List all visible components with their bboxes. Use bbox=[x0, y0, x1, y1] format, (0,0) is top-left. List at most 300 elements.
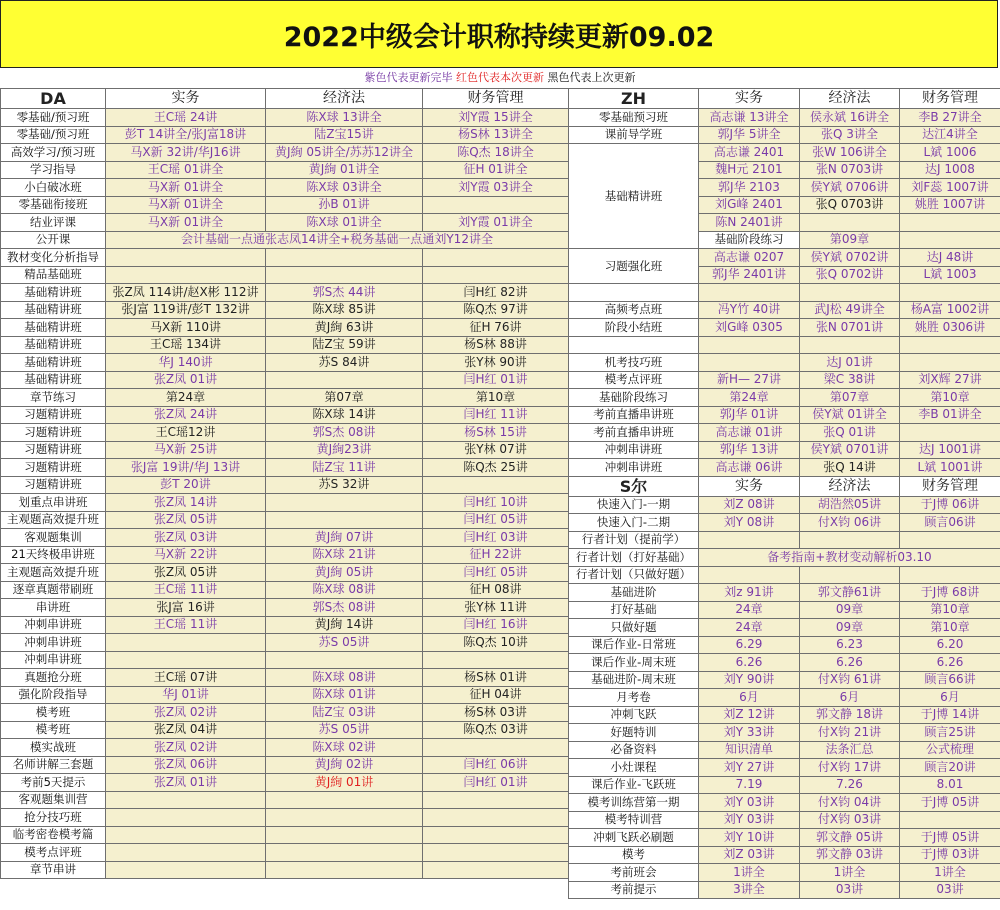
da-cell: 黄J絢 07讲 bbox=[266, 529, 423, 547]
zh-cell bbox=[900, 214, 1000, 232]
zh-cell: 张N 0701讲 bbox=[800, 319, 900, 337]
s-row-label: 好题特训 bbox=[569, 724, 699, 742]
zh-header-2: 经济法 bbox=[800, 89, 900, 109]
s-cell: 顾言66讲 bbox=[900, 671, 1000, 689]
da-row-merged-cell: 会计基础一点通张志凤14讲全+税务基础一点通刘Y12讲全 bbox=[106, 231, 569, 249]
table-row bbox=[569, 424, 1000, 442]
s-row-label: 冲刺飞跃 bbox=[569, 706, 699, 724]
da-cell bbox=[106, 651, 266, 669]
zh-row-label: 模考点评班 bbox=[569, 371, 699, 389]
zh-row-label: 考前直播串讲班 bbox=[569, 424, 699, 442]
da-cell: 陈X球 08讲 bbox=[266, 581, 423, 599]
table-row bbox=[1, 634, 569, 652]
da-cell: 第07章 bbox=[266, 389, 423, 407]
table-row bbox=[569, 619, 1000, 637]
zh-cell: 郭J华 13讲 bbox=[699, 441, 800, 459]
da-row-label: 教材变化分析指导 bbox=[1, 249, 106, 267]
table-row bbox=[1, 231, 569, 249]
da-cell: 杨S林 88讲 bbox=[423, 336, 569, 354]
s-cell: 付X钧 03讲 bbox=[800, 811, 900, 829]
table-row bbox=[1, 476, 569, 494]
zh-cell: 第09章 bbox=[800, 231, 900, 249]
table-row bbox=[1, 564, 569, 582]
s-cell: 6.23 bbox=[800, 636, 900, 654]
da-cell: 彭T 20讲 bbox=[106, 476, 266, 494]
da-cell: 张J富 119讲/彭T 132讲 bbox=[106, 301, 266, 319]
s-cell: 6.29 bbox=[699, 636, 800, 654]
table-row bbox=[1, 406, 569, 424]
da-cell: 征H 76讲 bbox=[423, 319, 569, 337]
da-cell: 第24章 bbox=[106, 389, 266, 407]
table-row bbox=[1, 774, 569, 792]
s-cell: 刘Y 33讲 bbox=[699, 724, 800, 742]
table-row bbox=[1, 494, 569, 512]
s-cell bbox=[900, 811, 1000, 829]
zh-cell: 郭J华 2401讲 bbox=[699, 266, 800, 284]
zh-cell: 侯Y斌 01讲全 bbox=[800, 406, 900, 424]
da-cell: 华J 140讲 bbox=[106, 354, 266, 372]
s-row-label: 课后作业-日常班 bbox=[569, 636, 699, 654]
table-row bbox=[1, 266, 569, 284]
da-cell bbox=[266, 826, 423, 844]
table-row bbox=[569, 406, 1000, 424]
table-header-row bbox=[569, 89, 1000, 109]
zh-cell: L斌 1001讲 bbox=[900, 459, 1000, 477]
da-cell: 孙B 01讲 bbox=[266, 196, 423, 214]
zh-row-label: 基础精讲班 bbox=[569, 144, 699, 249]
zh-row-label: 冲刺串讲班 bbox=[569, 459, 699, 477]
s-cell: 6月 bbox=[900, 689, 1000, 707]
zh-cell: 高志谦 06讲 bbox=[699, 459, 800, 477]
s-cell: 09章 bbox=[800, 601, 900, 619]
table-row bbox=[1, 669, 569, 687]
da-cell: 陆Z宝 59讲 bbox=[266, 336, 423, 354]
da-cell bbox=[423, 196, 569, 214]
table-row bbox=[569, 794, 1000, 812]
zh-cell: 冯Y竹 40讲 bbox=[699, 301, 800, 319]
da-cell: 征H 01讲全 bbox=[423, 161, 569, 179]
da-cell: 刘Y霞 15讲全 bbox=[423, 109, 569, 127]
table-row bbox=[1, 109, 569, 127]
da-row-label: 冲刺串讲班 bbox=[1, 651, 106, 669]
table-header-row bbox=[569, 476, 1000, 496]
da-cell bbox=[423, 809, 569, 827]
da-cell bbox=[106, 249, 266, 267]
table-row bbox=[1, 336, 569, 354]
da-cell: 陆Z宝 03讲 bbox=[266, 704, 423, 722]
table-row bbox=[1, 704, 569, 722]
da-row-label: 公开课 bbox=[1, 231, 106, 249]
da-row-label: 冲刺串讲班 bbox=[1, 634, 106, 652]
table-row bbox=[1, 809, 569, 827]
zh-cell: 侯Y斌 0706讲 bbox=[800, 179, 900, 197]
da-cell: 黄J絢 01讲全 bbox=[266, 161, 423, 179]
zh-cell: 高志谦 01讲 bbox=[699, 424, 800, 442]
da-cell: 杨S林 15讲 bbox=[423, 424, 569, 442]
zh-cell: 张Q 3讲全 bbox=[800, 126, 900, 144]
da-cell: 陈X球 13讲全 bbox=[266, 109, 423, 127]
s-header-2: 经济法 bbox=[800, 476, 900, 496]
table-row bbox=[1, 756, 569, 774]
da-cell: 陈X球 14讲 bbox=[266, 406, 423, 424]
zh-cell: 第07章 bbox=[800, 389, 900, 407]
table-row bbox=[1, 616, 569, 634]
s-cell: 刘Y 27讲 bbox=[699, 759, 800, 777]
da-row-label: 模考班 bbox=[1, 704, 106, 722]
s-row-label: 课后作业-飞跃班 bbox=[569, 776, 699, 794]
da-cell bbox=[423, 826, 569, 844]
da-row-label: 章节练习 bbox=[1, 389, 106, 407]
da-cell bbox=[266, 791, 423, 809]
s-cell: 第10章 bbox=[900, 601, 1000, 619]
da-row-label: 名师讲解三套题 bbox=[1, 756, 106, 774]
zh-cell: 张Q 0703讲 bbox=[800, 196, 900, 214]
da-cell: 陈X球 02讲 bbox=[266, 739, 423, 757]
da-row-label: 基础精讲班 bbox=[1, 371, 106, 389]
da-cell: 陈X球 01讲 bbox=[266, 686, 423, 704]
zh-cell bbox=[800, 214, 900, 232]
da-cell: 张J富 16讲 bbox=[106, 599, 266, 617]
da-row-label: 习题精讲班 bbox=[1, 406, 106, 424]
s-cell: 法条汇总 bbox=[800, 741, 900, 759]
da-row-label: 21天终极串讲班 bbox=[1, 546, 106, 564]
da-row-label: 高效学习/预习班 bbox=[1, 144, 106, 162]
zh-cell: 刘F蕊 1007讲 bbox=[900, 179, 1000, 197]
s-cell: 6月 bbox=[800, 689, 900, 707]
da-cell: 陆Z宝 11讲 bbox=[266, 459, 423, 477]
zh-cell: 李B 27讲全 bbox=[900, 109, 1000, 127]
da-row-label: 基础精讲班 bbox=[1, 301, 106, 319]
zh-cell: 姚胜 1007讲 bbox=[900, 196, 1000, 214]
s-cell: 于J博 06讲 bbox=[900, 496, 1000, 514]
s-cell: 于J博 05讲 bbox=[900, 829, 1000, 847]
s-cell: 7.19 bbox=[699, 776, 800, 794]
da-cell: 黄J絢 05讲全/苏苏12讲全 bbox=[266, 144, 423, 162]
da-cell: 陈Q杰 10讲 bbox=[423, 634, 569, 652]
table-row bbox=[1, 599, 569, 617]
s-row-label: 月考卷 bbox=[569, 689, 699, 707]
s-row-label: 快速入门-一期 bbox=[569, 496, 699, 514]
da-cell: 闫H红 06讲 bbox=[423, 756, 569, 774]
zh-cell bbox=[699, 336, 800, 354]
da-row-label: 基础精讲班 bbox=[1, 284, 106, 302]
s-cell: 知识清单 bbox=[699, 741, 800, 759]
zh-cell: 达J 1008 bbox=[900, 161, 1000, 179]
s-cell: 付X钧 04讲 bbox=[800, 794, 900, 812]
zh-cell bbox=[800, 284, 900, 302]
da-cell bbox=[106, 809, 266, 827]
s-cell: 1讲全 bbox=[699, 864, 800, 882]
da-cell: 陈X球 01讲全 bbox=[266, 214, 423, 232]
da-cell bbox=[423, 476, 569, 494]
da-cell: 张Z凤 05讲 bbox=[106, 511, 266, 529]
da-cell bbox=[106, 861, 266, 879]
zh-header-1: 实务 bbox=[699, 89, 800, 109]
s-cell: 于J博 03讲 bbox=[900, 846, 1000, 864]
da-cell: 黄J絢 01讲 bbox=[266, 774, 423, 792]
table-row bbox=[569, 441, 1000, 459]
s-cell: 刘Y 08讲 bbox=[699, 514, 800, 532]
s-row-label: 基础进阶 bbox=[569, 584, 699, 602]
s-row-label: 考前班会 bbox=[569, 864, 699, 882]
s-row-label: 冲刺飞跃必刷题 bbox=[569, 829, 699, 847]
da-cell: 张Z凤 114讲/赵X彬 112讲 bbox=[106, 284, 266, 302]
s-cell: 03讲 bbox=[900, 881, 1000, 899]
da-cell: 王C瑶 11讲 bbox=[106, 616, 266, 634]
da-cell: 张Z凤 04讲 bbox=[106, 721, 266, 739]
da-row-label: 基础精讲班 bbox=[1, 336, 106, 354]
table-row bbox=[1, 249, 569, 267]
da-row-label: 主观题高效提升班 bbox=[1, 564, 106, 582]
s-cell: 1讲全 bbox=[900, 864, 1000, 882]
table-row bbox=[569, 301, 1000, 319]
da-cell: 苏S 32讲 bbox=[266, 476, 423, 494]
table-row bbox=[569, 741, 1000, 759]
da-cell: 黄J絢 14讲 bbox=[266, 616, 423, 634]
zh-row-label bbox=[569, 284, 699, 302]
zh-row-label: 机考技巧班 bbox=[569, 354, 699, 372]
zh-cell: L斌 1003 bbox=[900, 266, 1000, 284]
da-row-label: 小白破冰班 bbox=[1, 179, 106, 197]
zh-cell: 姚胜 0306讲 bbox=[900, 319, 1000, 337]
da-cell bbox=[423, 844, 569, 862]
da-cell bbox=[266, 511, 423, 529]
da-cell: 陈Q杰 03讲 bbox=[423, 721, 569, 739]
s-cell: 刘Z 12讲 bbox=[699, 706, 800, 724]
da-cell: 陈X球 21讲 bbox=[266, 546, 423, 564]
zh-row-label bbox=[569, 336, 699, 354]
da-header-2: 经济法 bbox=[266, 89, 423, 109]
da-cell: 陈X球 08讲 bbox=[266, 669, 423, 687]
table-row bbox=[1, 319, 569, 337]
da-cell bbox=[106, 791, 266, 809]
s-cell: 第10章 bbox=[900, 619, 1000, 637]
zh-cell: 魏H元 2101 bbox=[699, 161, 800, 179]
table-row bbox=[569, 846, 1000, 864]
s-row-label: 模考训练营第一期 bbox=[569, 794, 699, 812]
table-row bbox=[1, 459, 569, 477]
da-row-label: 精品基础班 bbox=[1, 266, 106, 284]
da-row-label: 强化阶段指导 bbox=[1, 686, 106, 704]
da-row-label: 抢分技巧班 bbox=[1, 809, 106, 827]
da-cell: 杨S林 13讲全 bbox=[423, 126, 569, 144]
da-cell: 郭S杰 08讲 bbox=[266, 599, 423, 617]
da-cell: 黄J絢 02讲 bbox=[266, 756, 423, 774]
s-cell: 24章 bbox=[699, 619, 800, 637]
da-cell bbox=[106, 844, 266, 862]
da-cell bbox=[106, 826, 266, 844]
table-row bbox=[569, 724, 1000, 742]
da-cell: 闫H红 10讲 bbox=[423, 494, 569, 512]
zh-cell: 张W 106讲全 bbox=[800, 144, 900, 162]
zh-cell: 新H— 27讲 bbox=[699, 371, 800, 389]
zh-cell: 达J 1001讲 bbox=[900, 441, 1000, 459]
table-row bbox=[569, 109, 1000, 127]
da-cell: 郭S杰 44讲 bbox=[266, 284, 423, 302]
table-row bbox=[569, 829, 1000, 847]
s-cell: 于J博 68讲 bbox=[900, 584, 1000, 602]
da-cell: 张Z凤 06讲 bbox=[106, 756, 266, 774]
s-cell bbox=[900, 531, 1000, 549]
s-header-3: 财务管理 bbox=[900, 476, 1000, 496]
zh-cell: 郭J华 01讲 bbox=[699, 406, 800, 424]
da-cell bbox=[423, 861, 569, 879]
table-row bbox=[569, 284, 1000, 302]
sheet-title: 2022中级会计职称持续更新09.02 bbox=[0, 0, 998, 68]
table-row bbox=[569, 689, 1000, 707]
table-row bbox=[569, 319, 1000, 337]
zh-cell: 梁C 38讲 bbox=[800, 371, 900, 389]
table-row bbox=[1, 354, 569, 372]
da-cell: 张Z凤 02讲 bbox=[106, 704, 266, 722]
zh-row-label: 冲刺串讲班 bbox=[569, 441, 699, 459]
legend-black: 黑色代表上次更新 bbox=[547, 71, 636, 84]
table-row bbox=[1, 686, 569, 704]
zh-cell bbox=[699, 354, 800, 372]
s-cell: 7.26 bbox=[800, 776, 900, 794]
s-cell: 3讲全 bbox=[699, 881, 800, 899]
s-row-merged-cell: 备考指南+教材变动解析03.10 bbox=[699, 549, 1000, 567]
s-cell: 6.26 bbox=[800, 654, 900, 672]
table-row bbox=[569, 249, 1000, 267]
s-cell: 顾言20讲 bbox=[900, 759, 1000, 777]
table-row bbox=[1, 371, 569, 389]
zh-cell: 刘G峰 0305 bbox=[699, 319, 800, 337]
zh-cell: 侯Y斌 0701讲 bbox=[800, 441, 900, 459]
s-cell: 刘Z 03讲 bbox=[699, 846, 800, 864]
table-row bbox=[1, 214, 569, 232]
zh-row-label: 基础阶段练习 bbox=[569, 389, 699, 407]
s-row-label: 小灶课程 bbox=[569, 759, 699, 777]
s-row-label: 行者计划（只做好题） bbox=[569, 566, 699, 584]
zh-cell bbox=[900, 284, 1000, 302]
zh-cell: 高志谦 2401 bbox=[699, 144, 800, 162]
da-cell bbox=[266, 809, 423, 827]
da-cell: 陈X球 03讲全 bbox=[266, 179, 423, 197]
da-row-label: 临考密卷模考篇 bbox=[1, 826, 106, 844]
da-row-label: 章节串讲 bbox=[1, 861, 106, 879]
s-cell: 顾言06讲 bbox=[900, 514, 1000, 532]
da-cell: 马X新 01讲全 bbox=[106, 214, 266, 232]
table-row bbox=[569, 584, 1000, 602]
da-cell: 闫H红 01讲 bbox=[423, 371, 569, 389]
zh-row-label: 阶段小结班 bbox=[569, 319, 699, 337]
s-cell: 刘Y 03讲 bbox=[699, 811, 800, 829]
table-row bbox=[1, 739, 569, 757]
da-cell: 张Z凤 03讲 bbox=[106, 529, 266, 547]
s-cell: 于J博 05讲 bbox=[900, 794, 1000, 812]
s-cell bbox=[699, 566, 800, 584]
da-cell: 马X新 110讲 bbox=[106, 319, 266, 337]
da-row-label: 划重点串讲班 bbox=[1, 494, 106, 512]
table-row bbox=[569, 566, 1000, 584]
da-cell bbox=[266, 266, 423, 284]
s-cell: 顾言25讲 bbox=[900, 724, 1000, 742]
zh-row-label: 课前导学班 bbox=[569, 126, 699, 144]
da-cell: 闫H红 05讲 bbox=[423, 564, 569, 582]
zh-row-label: 考前直播串讲班 bbox=[569, 406, 699, 424]
da-row-label: 客观题集训 bbox=[1, 529, 106, 547]
da-course-table bbox=[0, 88, 569, 879]
table-row bbox=[1, 126, 569, 144]
da-cell: 彭T 14讲全/张J富18讲 bbox=[106, 126, 266, 144]
s-cell: 刘z 91讲 bbox=[699, 584, 800, 602]
table-row bbox=[569, 496, 1000, 514]
zh-cell: L斌 1006 bbox=[900, 144, 1000, 162]
da-cell: 王C瑶 01讲全 bbox=[106, 161, 266, 179]
da-cell: 闫H红 01讲 bbox=[423, 774, 569, 792]
da-cell bbox=[423, 739, 569, 757]
table-row bbox=[569, 144, 1000, 162]
da-cell: 张J富 19讲/华J 13讲 bbox=[106, 459, 266, 477]
table-row bbox=[569, 759, 1000, 777]
zh-cell: 刘X辉 27讲 bbox=[900, 371, 1000, 389]
da-cell: 闫H红 82讲 bbox=[423, 284, 569, 302]
s-cell: 1讲全 bbox=[800, 864, 900, 882]
da-row-label: 习题精讲班 bbox=[1, 424, 106, 442]
da-cell: 征H 22讲 bbox=[423, 546, 569, 564]
da-cell: 马X新 01讲全 bbox=[106, 196, 266, 214]
s-cell: 郭文静 05讲 bbox=[800, 829, 900, 847]
zh-cell bbox=[900, 424, 1000, 442]
s-row-label: 课后作业-周末班 bbox=[569, 654, 699, 672]
color-legend bbox=[0, 68, 1000, 88]
zh-cell: 第10章 bbox=[900, 389, 1000, 407]
table-row bbox=[1, 651, 569, 669]
da-row-label: 模考点评班 bbox=[1, 844, 106, 862]
s-cell: 刘Y 10讲 bbox=[699, 829, 800, 847]
da-cell: 张Z凤 01讲 bbox=[106, 371, 266, 389]
da-row-label: 学习指导 bbox=[1, 161, 106, 179]
table-row bbox=[1, 546, 569, 564]
zh-row-label: 习题强化班 bbox=[569, 249, 699, 284]
da-row-label: 结业评课 bbox=[1, 214, 106, 232]
da-row-label: 模实战班 bbox=[1, 739, 106, 757]
da-row-label: 习题精讲班 bbox=[1, 441, 106, 459]
table-row bbox=[569, 706, 1000, 724]
table-row bbox=[1, 301, 569, 319]
table-row bbox=[569, 549, 1000, 567]
da-cell: 黄J絢 63讲 bbox=[266, 319, 423, 337]
s-cell: 郭文静61讲 bbox=[800, 584, 900, 602]
da-cell: 杨S林 01讲 bbox=[423, 669, 569, 687]
table-row bbox=[569, 354, 1000, 372]
da-header-3: 财务管理 bbox=[423, 89, 569, 109]
da-cell: 杨S林 03讲 bbox=[423, 704, 569, 722]
s-cell bbox=[900, 566, 1000, 584]
table-row bbox=[1, 844, 569, 862]
table-row bbox=[569, 371, 1000, 389]
da-cell bbox=[266, 494, 423, 512]
da-header-0: DA bbox=[1, 89, 106, 109]
da-cell: 征H 08讲 bbox=[423, 581, 569, 599]
s-cell: 付X钧 61讲 bbox=[800, 671, 900, 689]
s-cell: 刘Y 90讲 bbox=[699, 671, 800, 689]
da-cell: 马X新 32讲/华J16讲 bbox=[106, 144, 266, 162]
da-cell bbox=[266, 249, 423, 267]
legend-red: 红色代表本次更新 bbox=[456, 71, 544, 84]
zh-cell bbox=[900, 231, 1000, 249]
da-row-label: 考前5天提示 bbox=[1, 774, 106, 792]
table-row bbox=[1, 424, 569, 442]
da-cell: 马X新 25讲 bbox=[106, 441, 266, 459]
table-row bbox=[1, 529, 569, 547]
s-cell: 8.01 bbox=[900, 776, 1000, 794]
zh-cell: 达江4讲全 bbox=[900, 126, 1000, 144]
zh-cell: 达J 01讲 bbox=[800, 354, 900, 372]
da-cell: 苏S 05讲 bbox=[266, 634, 423, 652]
da-cell: 马X新 22讲 bbox=[106, 546, 266, 564]
